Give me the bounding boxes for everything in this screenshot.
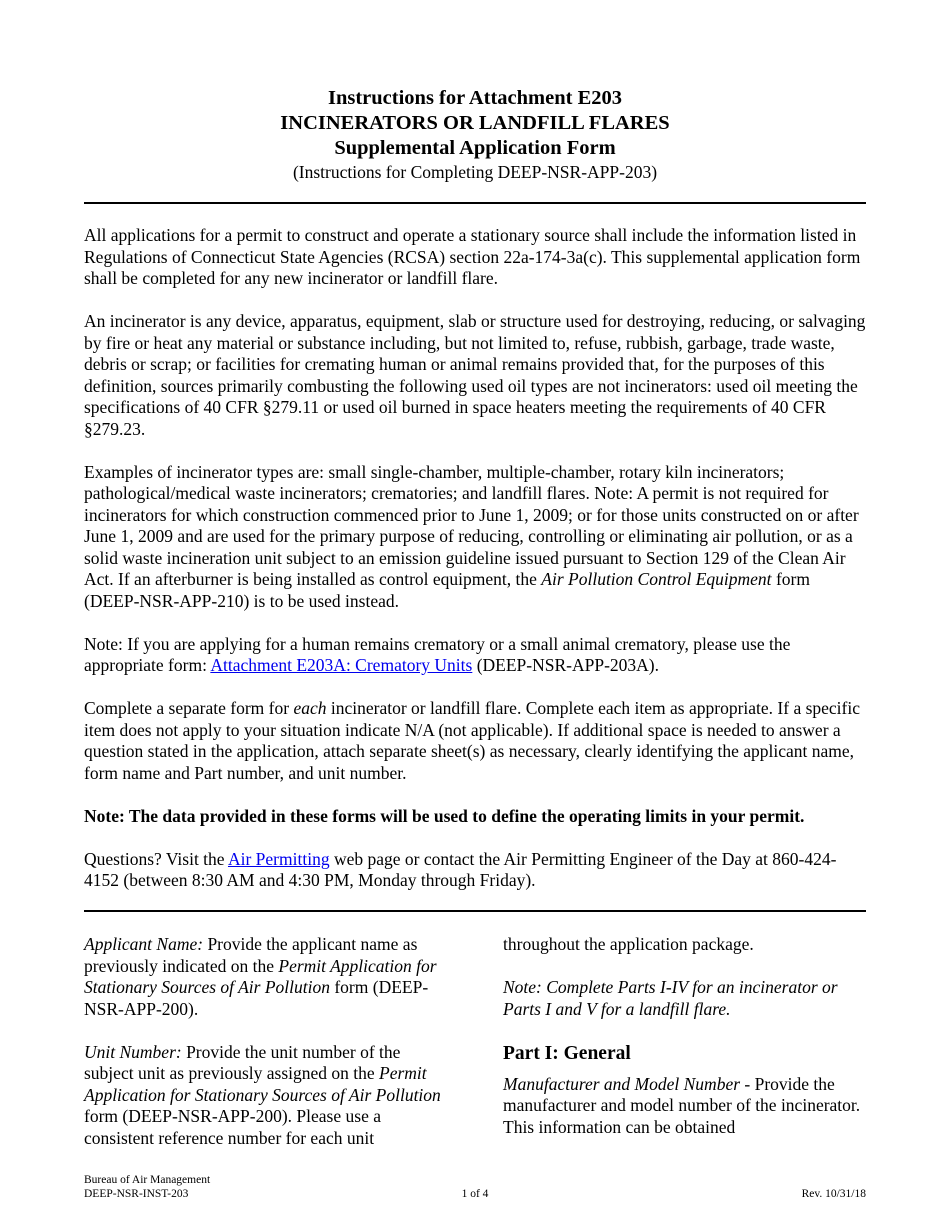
right-column xyxy=(503,934,869,1160)
unit-number-continuation: throughout the application package. xyxy=(503,934,754,954)
intro-paragraph-4: Note: If you are applying for a human remains crematory or a small animal crematory, please use the appropriate form: Attachment E203A: Crematory Units (DEEP-NSR-APP-203A). xyxy=(84,633,791,675)
intro-paragraph-1: All applications for a permit to construct and operate a stationary source shall include the information listed in Regulations of Connecticut State Agencies (RCSA) section 22a-174-3a(c). This supplemental application form shall be completed for any new incinerator or landfill flare. xyxy=(84,225,861,288)
top-divider xyxy=(84,202,866,204)
title-line-1: Instructions for Attachment E203 xyxy=(327,87,623,109)
intro-paragraph-2: An incinerator is any device, apparatus, equipment, slab or structure used for destroying, reducing, or salvaging by fire or heat any material or substance including, but not limited to, refuse, rubbish, garbage, trade waste, debris or scrap; or facilities for cremating human or animal remains provided that, for the purposes of this definition, sources primarily combusting the following used oil types are not incinerators: used oil meeting the specifications of 40 CFR §279.11 or used oil burned in space heaters meeting the requirements of 40 CFR §279.23. xyxy=(84,311,866,439)
title-line-3: Supplemental Application Form xyxy=(334,137,616,159)
crematory-form-link[interactable]: Attachment E203A: Crematory Units xyxy=(210,655,473,675)
unit-number-instruction: Unit Number: Provide the unit number of the subject unit as previously assigned on the Permit Application for Stationary Sources of Air Pollution form (DEEP-NSR-APP-200). Please use a consistent reference number for each unit xyxy=(84,1041,441,1148)
questions-paragraph: Questions? Visit the Air Permitting web page or contact the Air Permitting Engineer of the Day at 860-424-4152 (between 8:30 AM and 4:30 PM, Monday through Friday). xyxy=(84,848,837,890)
manufacturer-instruction: Manufacturer and Model Number - Provide the manufacturer and model number of the incinerator. This information can be obtained xyxy=(503,1073,861,1137)
footer-page-number: 1 of 4 xyxy=(461,1188,489,1200)
footer-form-id: DEEP-NSR-INST-203 xyxy=(84,1188,189,1200)
title-subtitle: (Instructions for Completing DEEP-NSR-APP-203) xyxy=(292,162,658,182)
part-1-heading: Part I: General xyxy=(503,1042,631,1064)
document-header xyxy=(84,86,866,183)
operating-limits-note: Note: The data provided in these forms will be used to define the operating limits in your permit. xyxy=(84,805,805,826)
intro-section xyxy=(84,225,866,913)
footer-bureau: Bureau of Air Management xyxy=(84,1174,211,1186)
middle-divider xyxy=(84,910,866,912)
title-line-2: INCINERATORS OR LANDFILL FLARES xyxy=(280,112,670,134)
left-column xyxy=(84,934,452,1171)
footer-revision: Rev. 10/31/18 xyxy=(801,1188,866,1200)
intro-paragraph-5: Complete a separate form for each incinerator or landfill flare. Complete each item as appropriate. If a specific item does not apply to your situation indicate N/A (not applicable). If additional space is needed to answer a question stated in the application, attach separate sheet(s) as necessary, clearly identifying the applicant name, form name and Part number, and unit number. xyxy=(84,698,860,783)
parts-note: Note: Complete Parts I-IV for an incinerator or Parts I and V for a landfill flare. xyxy=(503,977,838,1019)
applicant-name-instruction: Applicant Name: Provide the applicant name as previously indicated on the Permit Application for Stationary Sources of Air Pollution form (DEEP-NSR-APP-200). xyxy=(84,934,437,1019)
intro-paragraph-3: Examples of incinerator types are: small single-chamber, multiple-chamber, rotary kiln incinerators; pathological/medical waste incinerators; crematories; and landfill flares. Note: A permit is not required for incinerators for which construction commenced prior to June 1, 2009; or for those units constructed on or after June 1, 2009 and are used for the primary purpose of reducing, controlling or eliminating air pollution, or as a solid waste incineration unit subject to an emission guideline issued pursuant to Section 129 of the Clean Air Act. If an afterburner is being installed as control equipment, the Air Pollution Control Equipment form (DEEP-NSR-APP-210) is to be used instead. xyxy=(84,461,859,611)
air-permitting-link[interactable]: Air Permitting xyxy=(227,848,330,869)
